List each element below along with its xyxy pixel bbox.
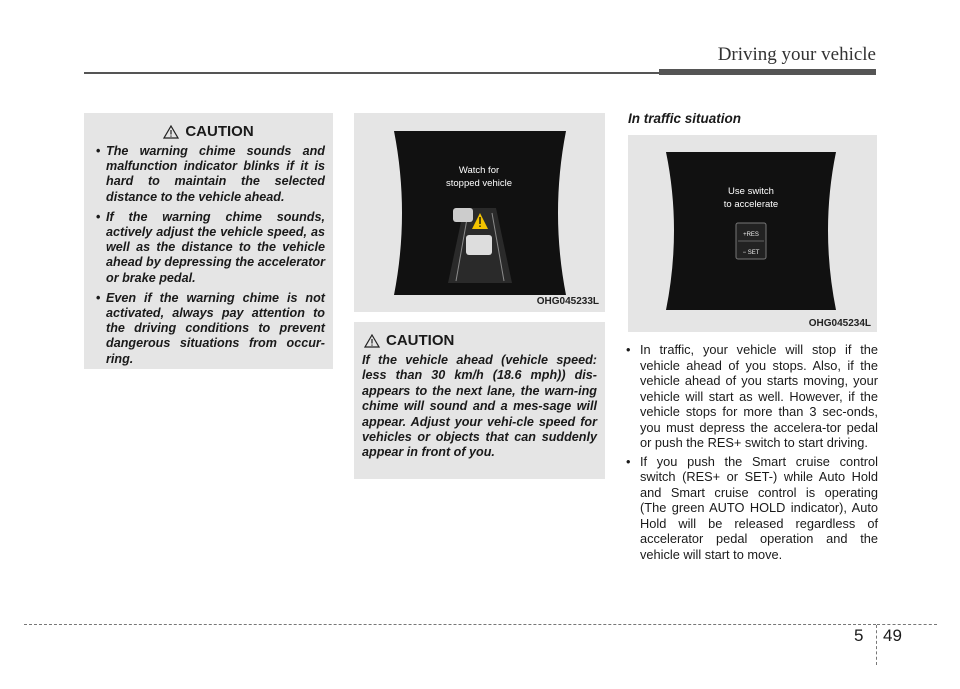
footer-rule (24, 624, 876, 625)
caution-heading (362, 332, 597, 349)
list-item: • In traffic, your vehicle will stop if the vehicle ahead of you stops. Also, if the vehicle ahead of you starts moving, your vehicle will start as well. However, if the vehicle stops for more than 3 sec-onds, you must depress the accelera-tor pedal or push the RES+ switch to start driving. (626, 342, 878, 450)
res-switch-label: +RES (743, 232, 759, 238)
cluster-display-image (354, 113, 605, 312)
section-title: Driving your vehicle (717, 44, 876, 65)
header-rule-thick (659, 69, 876, 75)
figure-code: OHG045233L (536, 296, 599, 307)
caution-text: If the vehicle ahead (vehicle speed: less than 30 km/h (18.6 mph)) dis-appears to the next lane, the warn-ing chime will sound and a mes-sage will appear. Adjust your vehi-cle speed for vehicles or objects that can suddenly appear in front of you. (362, 353, 597, 460)
warning-triangle-icon (163, 125, 179, 139)
cluster-message-line1: Use switch (728, 186, 774, 197)
figure-code: OHG045234L (808, 318, 871, 329)
caution-item: • Even if the warning chime is not activated, always pay attention to the driving conditions to prevent dangerous situations from occur-ring. (96, 290, 325, 366)
caution-item: • If the warning chime sounds, actively adjust the vehicle speed, as well as the distance to the vehicle ahead by depressing the accelerator or brake pedal. (96, 209, 325, 285)
cluster-display-image (628, 135, 877, 332)
footer-rule-right (877, 624, 937, 625)
subsection-title: In traffic situation (628, 111, 742, 126)
warning-triangle-icon (364, 334, 380, 348)
caution-item: • The warning chime sounds and malfunction indicator blinks if it is hard to maintain the selected distance to the vehicle ahead. (96, 144, 325, 204)
cluster-message-line2: to accelerate (723, 199, 779, 210)
set-switch-label: − SET (742, 250, 760, 256)
cluster-message-line1: Watch for (458, 165, 500, 176)
traffic-bullet-list (626, 342, 878, 565)
page-number: 49 (883, 626, 902, 645)
caution-title: CAUTION (386, 332, 455, 349)
cluster-message-line2: stopped vehicle (445, 178, 513, 189)
list-item: • If you push the Smart cruise control switch (RES+ or SET-) while Auto Hold and Smart cruise control is operating (The green AUTO HOLD indicator), Auto Hold will be released regardless of accelerator pedal operation and the vehicle will start to move. (626, 453, 878, 562)
header-rule (84, 72, 659, 74)
figure-cluster-use-switch (628, 135, 877, 332)
figure-cluster-stopped-vehicle (354, 113, 605, 312)
caution-heading (92, 123, 325, 140)
caution-box-middle (354, 322, 605, 479)
caution-title: CAUTION (185, 123, 254, 140)
chapter-number: 5 (854, 626, 864, 645)
caution-box-left (84, 113, 333, 369)
footer-divider (876, 625, 877, 665)
